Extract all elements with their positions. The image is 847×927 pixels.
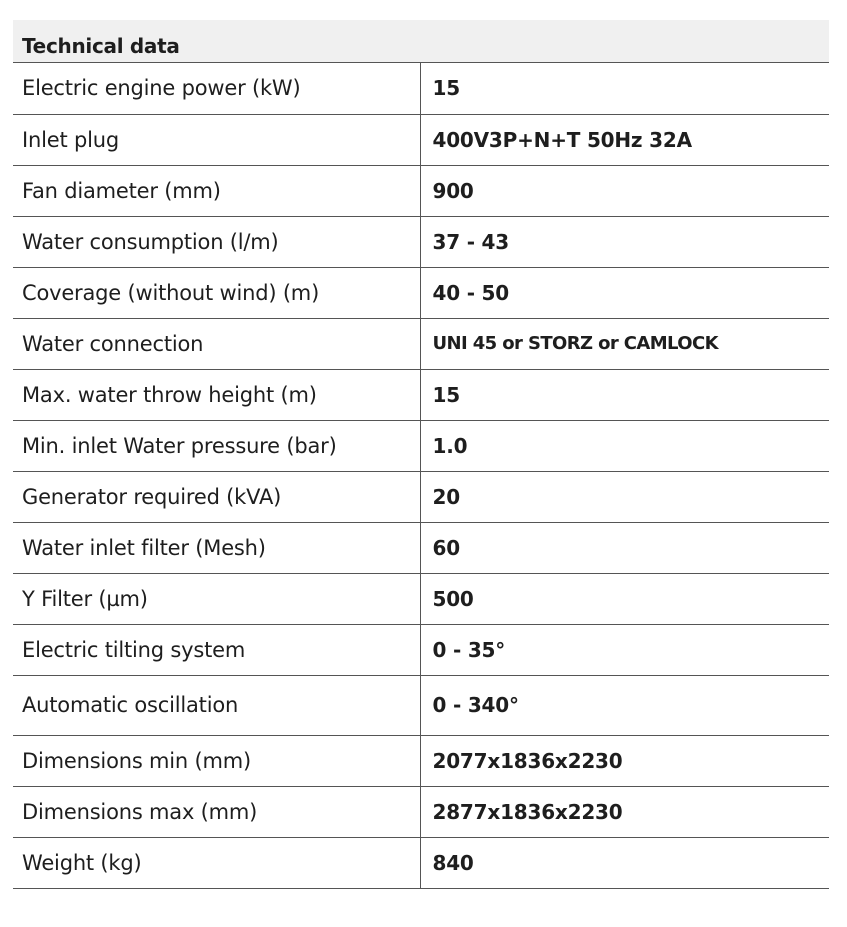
spec-value: 20 — [420, 471, 829, 522]
spec-label: Electric tilting system — [13, 624, 420, 675]
spec-value: 1.0 — [420, 420, 829, 471]
spec-value: 500 — [420, 573, 829, 624]
spec-label: Water connection — [13, 318, 420, 369]
table-row — [13, 216, 829, 267]
spec-value: 15 — [420, 63, 829, 114]
table-row — [13, 420, 829, 471]
spec-label: Dimensions min (mm) — [13, 735, 420, 786]
table-row — [13, 267, 829, 318]
table-row — [13, 675, 829, 735]
table-row — [13, 63, 829, 114]
table-row — [13, 624, 829, 675]
table-row — [13, 735, 829, 786]
spec-label: Y Filter (µm) — [13, 573, 420, 624]
spec-value: 15 — [420, 369, 829, 420]
table-row — [13, 522, 829, 573]
spec-value: 37 - 43 — [420, 216, 829, 267]
spec-value: 40 - 50 — [420, 267, 829, 318]
spec-table — [13, 63, 829, 889]
table-row — [13, 165, 829, 216]
technical-data-table — [13, 20, 829, 889]
spec-label: Fan diameter (mm) — [13, 165, 420, 216]
table-row — [13, 573, 829, 624]
spec-label: Coverage (without wind) (m) — [13, 267, 420, 318]
table-row — [13, 837, 829, 888]
table-header — [13, 20, 829, 63]
spec-label: Electric engine power (kW) — [13, 63, 420, 114]
spec-label: Min. inlet Water pressure (bar) — [13, 420, 420, 471]
spec-value: 0 - 35° — [420, 624, 829, 675]
spec-value: 900 — [420, 165, 829, 216]
spec-label: Water consumption (l/m) — [13, 216, 420, 267]
spec-label: Inlet plug — [13, 114, 420, 165]
spec-label: Water inlet filter (Mesh) — [13, 522, 420, 573]
spec-label: Max. water throw height (m) — [13, 369, 420, 420]
table-row — [13, 786, 829, 837]
table-row — [13, 369, 829, 420]
spec-value: 400V3P+N+T 50Hz 32A — [420, 114, 829, 165]
table-row — [13, 318, 829, 369]
table-title: Technical data — [22, 34, 180, 58]
spec-label: Generator required (kVA) — [13, 471, 420, 522]
spec-value: 60 — [420, 522, 829, 573]
spec-value: 2877x1836x2230 — [420, 786, 829, 837]
spec-label: Automatic oscillation — [13, 675, 420, 735]
spec-label: Dimensions max (mm) — [13, 786, 420, 837]
spec-label: Weight (kg) — [13, 837, 420, 888]
spec-value: 2077x1836x2230 — [420, 735, 829, 786]
table-row — [13, 471, 829, 522]
spec-value: UNI 45 or STORZ or CAMLOCK — [420, 318, 829, 369]
spec-value: 0 - 340° — [420, 675, 829, 735]
spec-value: 840 — [420, 837, 829, 888]
table-row — [13, 114, 829, 165]
